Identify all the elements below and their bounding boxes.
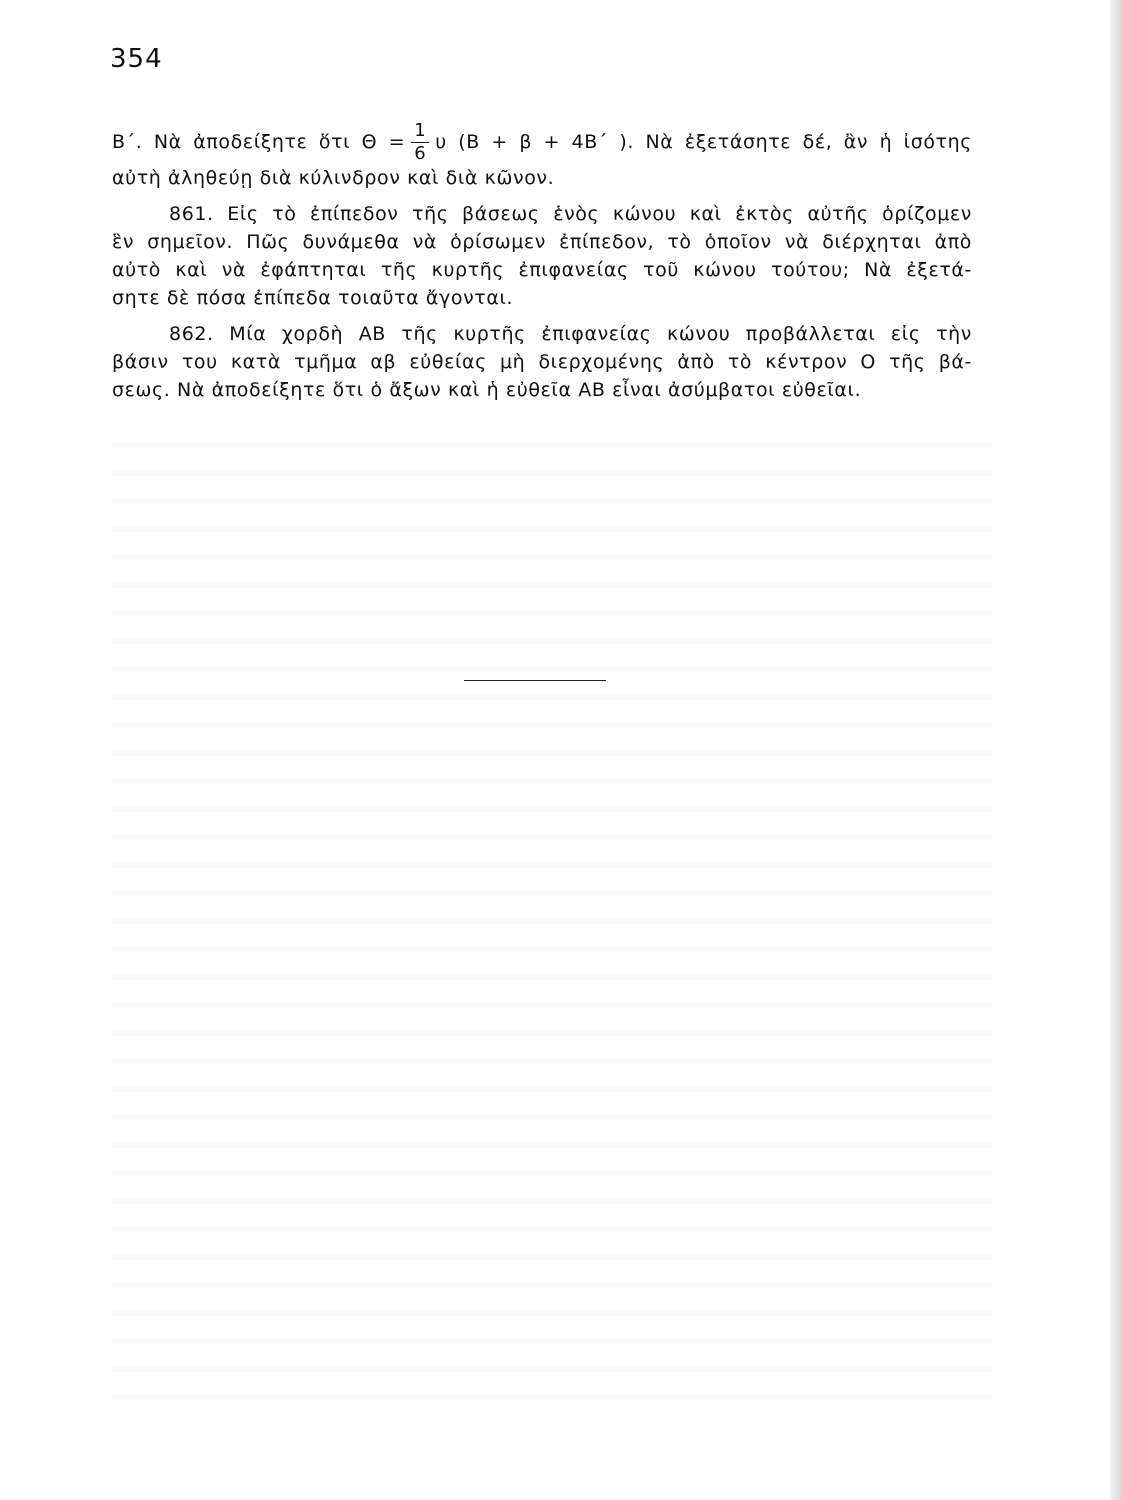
- page-edge-shadow: [1110, 0, 1122, 1500]
- formula-prefix: Β΄. Νὰ ἀποδείξητε ὅτι Θ =: [112, 131, 406, 153]
- exercise-861-line-1: 861. Εἰς τὸ ἐπίπεδον τῆς βάσεως ἑνὸς κώνου καὶ ἐκτὸς αὐτῆς ὁρίζομεν: [169, 203, 972, 225]
- exercise-862-line-1: 862. Μία χορδὴ ΑΒ τῆς κυρτῆς ἐπιφανείας κώνου προβάλλεται εἰς τὴν: [169, 323, 972, 345]
- fraction-denominator: 6: [414, 143, 427, 164]
- exercise-861-line-3: αὐτὸ καὶ νὰ ἐφάπτηται τῆς κυρτῆς ἐπιφανείας τοῦ κώνου τούτου; Νὰ ἐξετά-: [112, 259, 972, 281]
- exercise-862-line-3: σεως. Νὰ ἀποδείξητε ὅτι ὁ ἄξων καὶ ἡ εὐθεῖα ΑΒ εἶναι ἀσύμβατοι εὐθεῖαι.: [112, 379, 862, 401]
- page-number: 354: [110, 44, 163, 74]
- formula-suffix: υ (Β + β + 4Β΄ ). Νὰ ἐξετάσητε δέ, ἂν ἡ ἰσότης: [435, 131, 972, 153]
- exercise-862-line-2: βάσιν του κατὰ τμῆμα αβ εὐθείας μὴ διερχομένης ἀπὸ τὸ κέντρον Ο τῆς βά-: [112, 351, 972, 373]
- section-divider: [464, 680, 606, 681]
- fraction-numerator: 1: [414, 120, 427, 141]
- show-through-background: [112, 420, 992, 1420]
- page-body: [112, 120, 972, 404]
- formula-line: [112, 120, 972, 164]
- text-line: αὐτὴ ἀληθεύῃ διὰ κύλινδρον καὶ διὰ κῶνον.: [112, 167, 555, 189]
- exercise-861-line-4: σητε δὲ πόσα ἐπίπεδα τοιαῦτα ἄγονται.: [112, 287, 514, 309]
- fraction: [411, 122, 429, 163]
- exercise-861-line-2: ἓν σημεῖον. Πῶς δυνάμεθα νὰ ὁρίσωμεν ἐπίπεδον, τὸ ὁποῖον νὰ διέρχηται ἀπὸ: [112, 231, 972, 253]
